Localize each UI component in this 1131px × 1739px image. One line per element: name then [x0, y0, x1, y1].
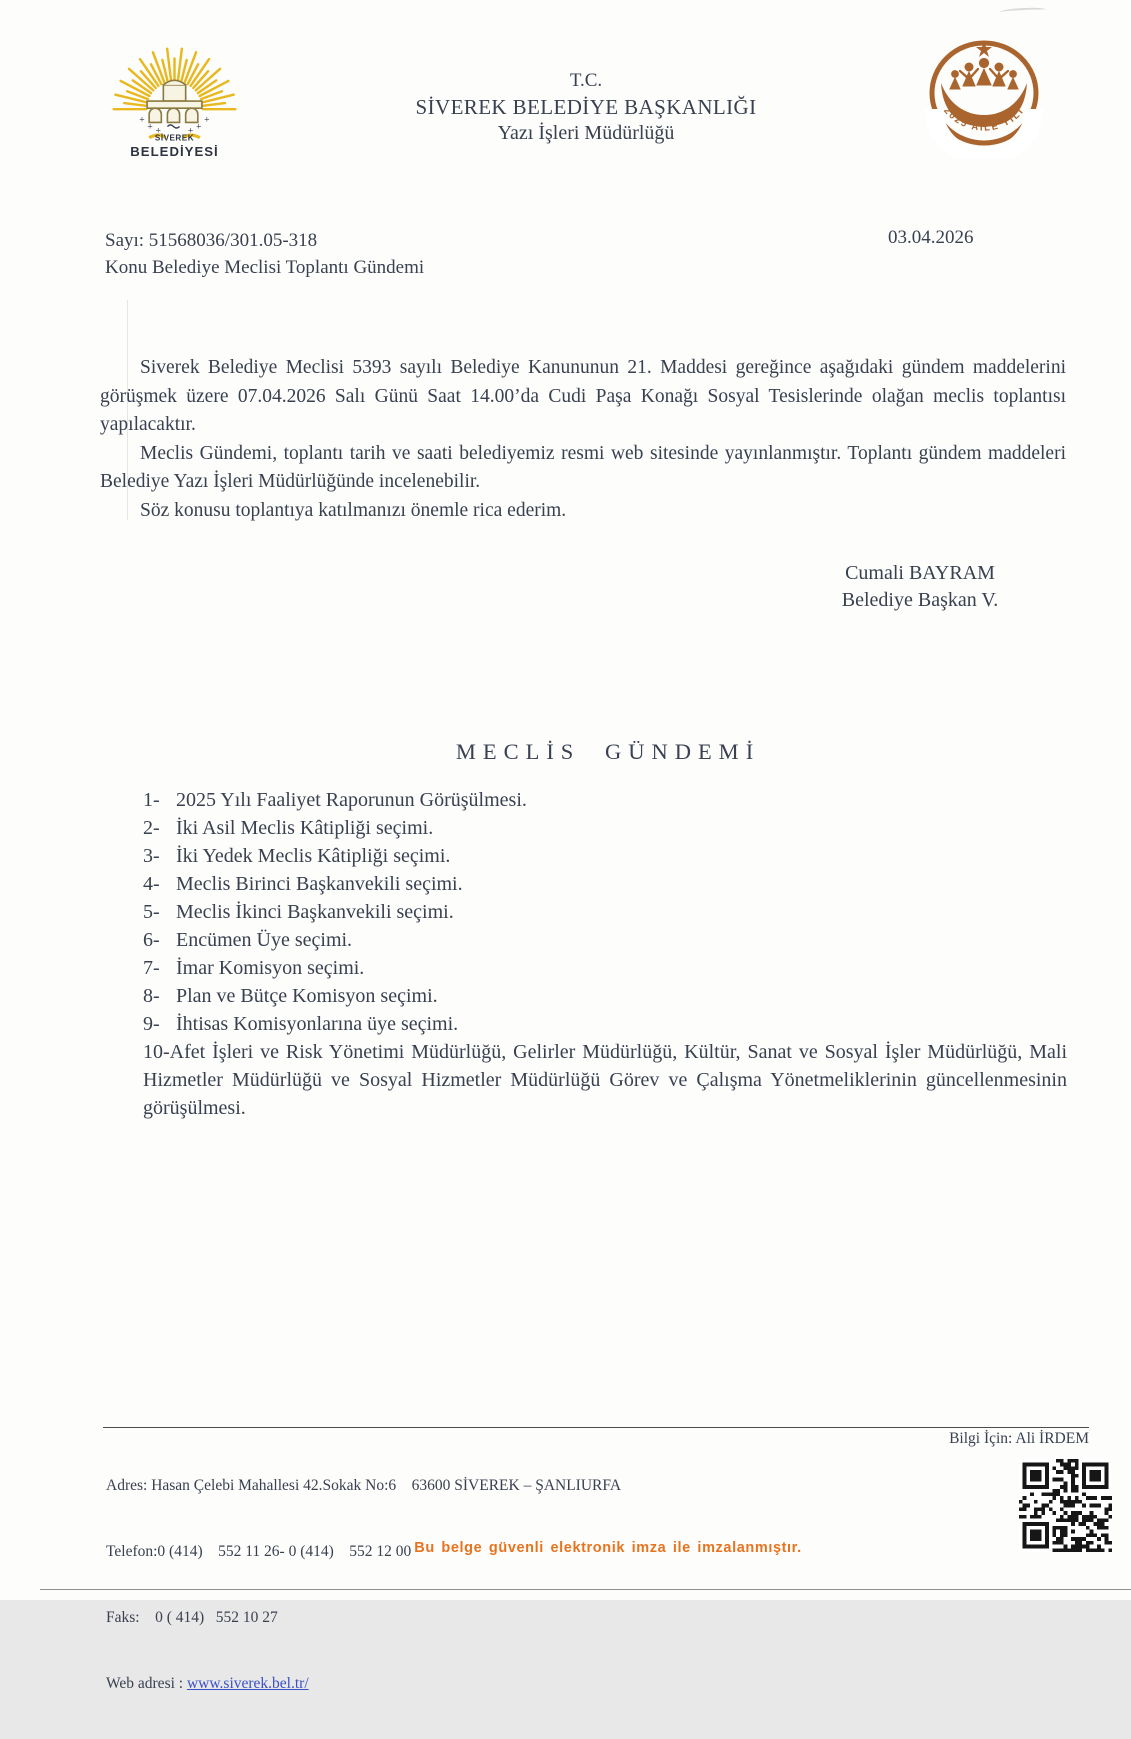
letterhead-dept: Yazı İşleri Müdürlüğü	[497, 122, 675, 144]
body-paragraph-1: Siverek Belediye Meclisi 5393 sayılı Belediye Kanununun 21. Maddesi gereğince aşağıdaki gündem maddelerini görüşmek üzere 07.04.2026 Salı Günü Saat 14.00’da Cudi Paşa Konağı Sosyal Tesislerinde olağan meclis toplantısı yapılacaktır.	[100, 357, 1066, 435]
footer-web-line	[106, 1673, 621, 1695]
reference-block	[105, 227, 424, 281]
signer-name: Cumali BAYRAM	[845, 562, 995, 584]
svg-text:+: +	[147, 121, 154, 131]
website-link[interactable]: www.siverek.bel.tr/	[186, 1675, 309, 1692]
agenda-title: MECLİS GÜNDEMİ	[455, 739, 761, 764]
esignature-note: Bu belge güvenli elektronik imza ile imzalanmıştır.	[414, 1540, 802, 1556]
letterhead-tc: T.C.	[569, 70, 603, 91]
agenda-item: 4- Meclis Birinci Başkanvekili seçimi.	[143, 873, 463, 895]
agenda-item: 6- Encümen Üye seçimi.	[143, 929, 353, 951]
svg-text:+: +	[187, 125, 194, 135]
svg-text:+: +	[203, 114, 210, 124]
body-paragraph-2: Meclis Gündemi, toplantı tarih ve saati belediyemiz resmi web sitesinde yayınlanmıştır. Toplantı gündem maddeleri Belediye Yazı İşleri Müdürlüğünde incelenebilir.	[100, 442, 1066, 492]
svg-text:+: +	[195, 121, 202, 131]
agenda-item: 9- İhtisas Komisyonlarına üye seçimi.	[143, 1013, 459, 1035]
svg-text:+: +	[139, 114, 145, 124]
footer-contact-block	[106, 1431, 621, 1739]
agenda-item: 1- 2025 Yılı Faaliyet Raporunun Görüşülmesi.	[143, 789, 527, 811]
agenda-item: 5- Meclis İkinci Başkanvekili seçimi.	[143, 901, 454, 923]
document-date: 03.04.2026	[888, 227, 974, 248]
agenda-item: 3- İki Yedek Meclis Kâtipliği seçimi.	[143, 845, 451, 867]
footer-web-label: Web adresi :	[106, 1675, 187, 1692]
siverek-municipality-logo-icon	[110, 24, 238, 166]
scan-artifact	[1000, 7, 1046, 15]
sayi-line: Sayı: 51568036/301.05-318	[105, 230, 318, 251]
konu-line: Konu Belediye Meclisi Toplantı Gündemi	[105, 257, 425, 278]
footer-fax: Faks: 0 ( 414) 552 10 27	[106, 1609, 278, 1626]
footer-address: Adres: Hasan Çelebi Mahallesi 42.Sokak No:6 63600 SİVEREK – ŞANLIURFA	[106, 1477, 622, 1494]
info-contact: Bilgi İçin: Ali İRDEM	[949, 1430, 1089, 1447]
footer-divider	[103, 1427, 1089, 1428]
page-bottom-rule	[40, 1589, 1131, 1590]
agenda-item: 2- İki Asil Meclis Kâtipliği seçimi.	[143, 817, 434, 839]
2025-family-year-logo-icon	[924, 33, 1044, 158]
qr-code	[1019, 1459, 1112, 1552]
agenda-list	[143, 786, 1067, 1122]
letter-body	[100, 354, 1066, 525]
agenda-item: 10-Afet İşleri ve Risk Yönetimi Müdürlüğü, Gelirler Müdürlüğü, Kültür, Sanat ve Sosyal İşler Müdürlüğü, Mali Hizmetler Müdürlüğü ve Sosyal Hizmetler Müdürlüğü Görev ve Çalışma Yönetmeliklerinin güncellenmesinin görüşülmesi.	[143, 1041, 1067, 1119]
svg-text:+: +	[155, 125, 162, 135]
logo-label-bottom: BELEDİYESİ	[130, 143, 219, 159]
agenda-item: 7- İmar Komisyon seçimi.	[143, 957, 365, 979]
agenda-item: 8- Plan ve Bütçe Komisyon seçimi.	[143, 985, 438, 1007]
body-paragraph-3: Söz konusu toplantıya katılmanızı önemle rica ederim.	[140, 499, 567, 521]
signature-block	[810, 560, 1030, 614]
footer-phone: Telefon:0 (414) 552 11 26- 0 (414) 552 12 00	[106, 1543, 412, 1560]
letterhead	[340, 68, 832, 146]
signer-title: Belediye Başkan V.	[841, 589, 999, 611]
letterhead-org: SİVEREK BELEDİYE BAŞKANLIĞI	[415, 95, 757, 119]
logo-curved-text: 2025 AİLE YILI	[941, 105, 1027, 134]
logo-label-top: SİVEREK	[154, 133, 195, 143]
